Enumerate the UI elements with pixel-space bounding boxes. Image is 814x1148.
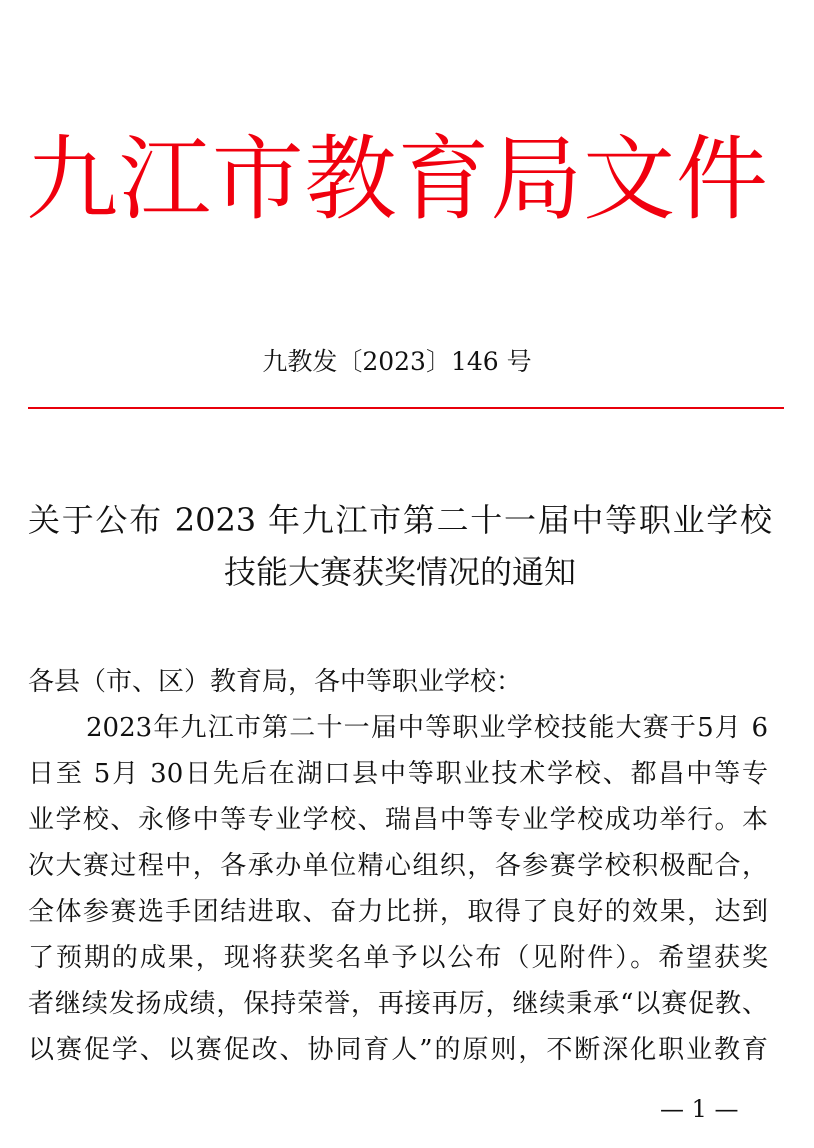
body-line: 以赛促学、以赛促改、协同育人”的原则，不断深化职业教育 (28, 1035, 768, 1065)
masthead-char: 局 (490, 126, 583, 233)
body-line: 日至 5月 30日先后在湖口县中等职业技术学校、都昌中等专 (28, 759, 768, 789)
page-number: — 1 — (660, 1095, 739, 1123)
body-line: 全体参赛选手团结进取、奋力比拼，取得了良好的效果，达到 (28, 897, 768, 927)
masthead-char: 育 (397, 126, 490, 233)
masthead-char: 市 (211, 126, 304, 233)
body-line: 了预期的成果，现将获奖名单予以公布（见附件）。希望获奖 (28, 943, 768, 973)
body-line: 2023年九江市第二十一届中等职业学校技能大赛于5月 6 (86, 713, 768, 743)
document-number: 九教发〔2023〕146 号 (262, 347, 532, 376)
masthead-char: 教 (304, 126, 397, 233)
red-divider (28, 407, 784, 409)
body-line: 业学校、永修中等专业学校、瑞昌中等专业学校成功举行。本 (28, 805, 768, 835)
salutation: 各县（市、区）教育局，各中等职业学校： (28, 667, 523, 697)
notice-title-line-2: 技能大赛获奖情况的通知 (223, 553, 576, 591)
masthead-char: 九 (26, 126, 119, 233)
body-line: 者继续发扬成绩，保持荣誉，再接再厉，继续秉承“以赛促教、 (28, 989, 768, 1019)
body-line: 次大赛过程中，各承办单位精心组织，各参赛学校积极配合， (28, 851, 768, 881)
masthead-char: 件 (675, 126, 768, 233)
notice-title-line-1: 关于公布 2023 年九江市第二十一届中等职业学校 (28, 501, 772, 539)
document-masthead (26, 120, 768, 240)
masthead-char: 文 (583, 126, 676, 233)
masthead-char: 江 (118, 126, 211, 233)
